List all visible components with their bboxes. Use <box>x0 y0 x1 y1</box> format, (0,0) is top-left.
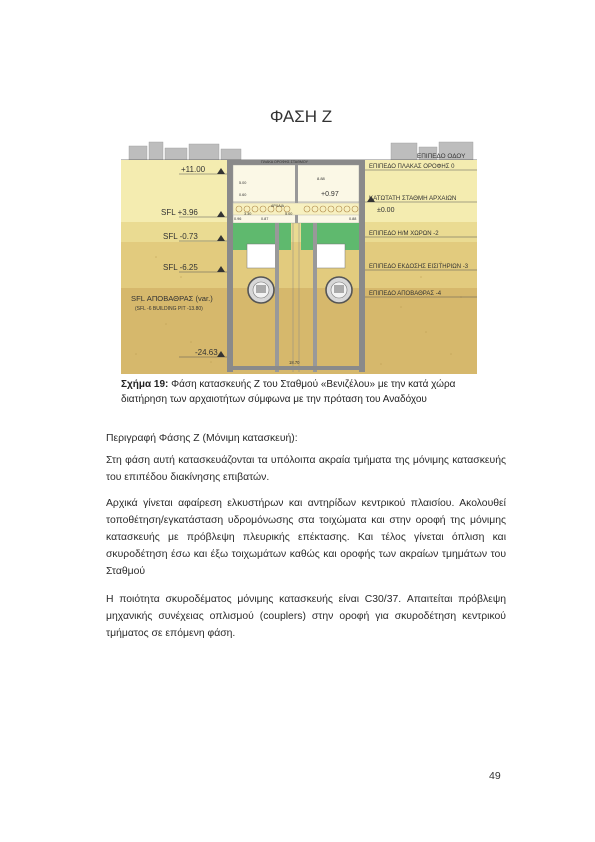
dim-3-30: 3.30 <box>244 212 252 216</box>
dim-0-96: 0.96 <box>234 217 242 221</box>
paragraph-2: Αρχικά γίνεται αφαίρεση ελκυστήρων και αντηρίδων κεντρικού πλαισίου. Ακολουθεί τοποθέτηση/εγκατάσταση υδρομόνωσης στα τοιχώματα και στην οροφή της μόνιμης κατασκευής με πρόβλεψη πλευρικής επέκτασης. Και τέλος γίνεται όπλιση και σκυροδέτηση έσω και έξω τοιχωμάτων καθώς και οροφής των ακραίων τμημάτων του Σταθμού <box>106 498 506 577</box>
figure-title: ΦΑΣΗ Ζ <box>269 107 333 126</box>
dim-0-60: 0.60 <box>239 193 247 197</box>
level-label-mep-level: ΕΠΙΠΕΔΟ Η/Μ ΧΩΡΩΝ -2 <box>369 231 439 237</box>
dim-0-87: 0.87 <box>261 217 269 221</box>
page-number: 49 <box>489 770 501 782</box>
tunnel-left <box>248 277 274 303</box>
level-label-sfl-3-96: SFL +3.96 <box>161 208 198 217</box>
level-label-roof-slab: ΕΠΙΠΕΔΟ ΠΛΑΚΑΣ ΟΡΟΦΗΣ 0 <box>369 164 455 170</box>
inner-level-plus-0-97: +0.97 <box>321 191 339 198</box>
figure-caption <box>121 377 491 407</box>
level-label-sfl-minus-0-73: SFL -0.73 <box>163 232 198 241</box>
phase-z-section-figure <box>121 92 477 374</box>
figure-caption-text: Φάση κατασκευής Ζ του Σταθμού «Βενιζέλου» με την κατά χώρα διατήρηση των αρχαιοτήτων σύμφωνα με την πρόταση του Αναδόχου <box>121 379 456 405</box>
level-label-ticket-level: ΕΠΙΠΕΔΟ ΕΚΔΟΣΗΣ ΕΙΣΙΤΗΡΙΩΝ -3 <box>369 264 469 270</box>
level-label-minus-24-63: -24.63 <box>195 348 218 357</box>
figure-caption-label: Σχήμα 19: <box>121 379 169 390</box>
dim-8-88: 8.88 <box>317 176 325 181</box>
inner-roof-label: ΠΛΑΚΑ ΟΡΟΦΗΣ ΣΤΑΘΜΟΥ <box>261 160 308 164</box>
level-label-platform-sub: (SFL -6 BUILDING PIT -13.80) <box>135 306 203 312</box>
dim-18-70: 18.70 <box>289 360 300 365</box>
cross-section-drawing <box>121 92 477 374</box>
tunnel-right <box>326 277 352 303</box>
level-label-zero: ±0.00 <box>377 207 395 214</box>
level-label-lowest-archaeo: ΚΑΤΩΤΑΤΗ ΣΤΑΘΜΗ ΑΡΧΑΙΩΝ <box>369 195 457 202</box>
paragraph-3: Η ποιότητα σκυροδέματος μόνιμης κατασκευής είναι C30/37. Απαιτείται πρόβλεψη μηχανικής συνέχειας οπλισμού (couplers) στην οροφή για σκυροδέτηση κεντρικού τμήματος σε επόμενη φάση. <box>106 594 506 639</box>
archaeo-label: ΑΡΧΑΙΑ <box>271 204 284 208</box>
level-label-platform: SFL ΑΠΟΒΑΘΡΑΣ (var.) <box>131 294 213 303</box>
level-label-plus-11: +11.00 <box>181 165 206 174</box>
level-label-platform-level: ΕΠΙΠΕΔΟ ΑΠΟΒΑΘΡΑΣ -4 <box>369 291 442 297</box>
paragraph-1: Στη φάση αυτή κατασκευάζονται τα υπόλοιπα ακραία τμήματα της μόνιμης κατασκευής του επιπέδου διακίνησης επιβατών. <box>106 455 506 483</box>
level-label-sfl-minus-6-25: SFL -6.25 <box>163 263 198 272</box>
dim-5-00-b: 5.00 <box>285 212 293 216</box>
dim-5-00-a: 5.00 <box>239 181 247 185</box>
section-heading: Περιγραφή Φάσης Ζ (Μόνιμη κατασκευή): <box>106 433 298 444</box>
dim-0-88: 0.88 <box>349 217 357 221</box>
level-label-street: ΕΠΙΠΕΔΟ ΟΔΟΥ <box>417 153 466 160</box>
